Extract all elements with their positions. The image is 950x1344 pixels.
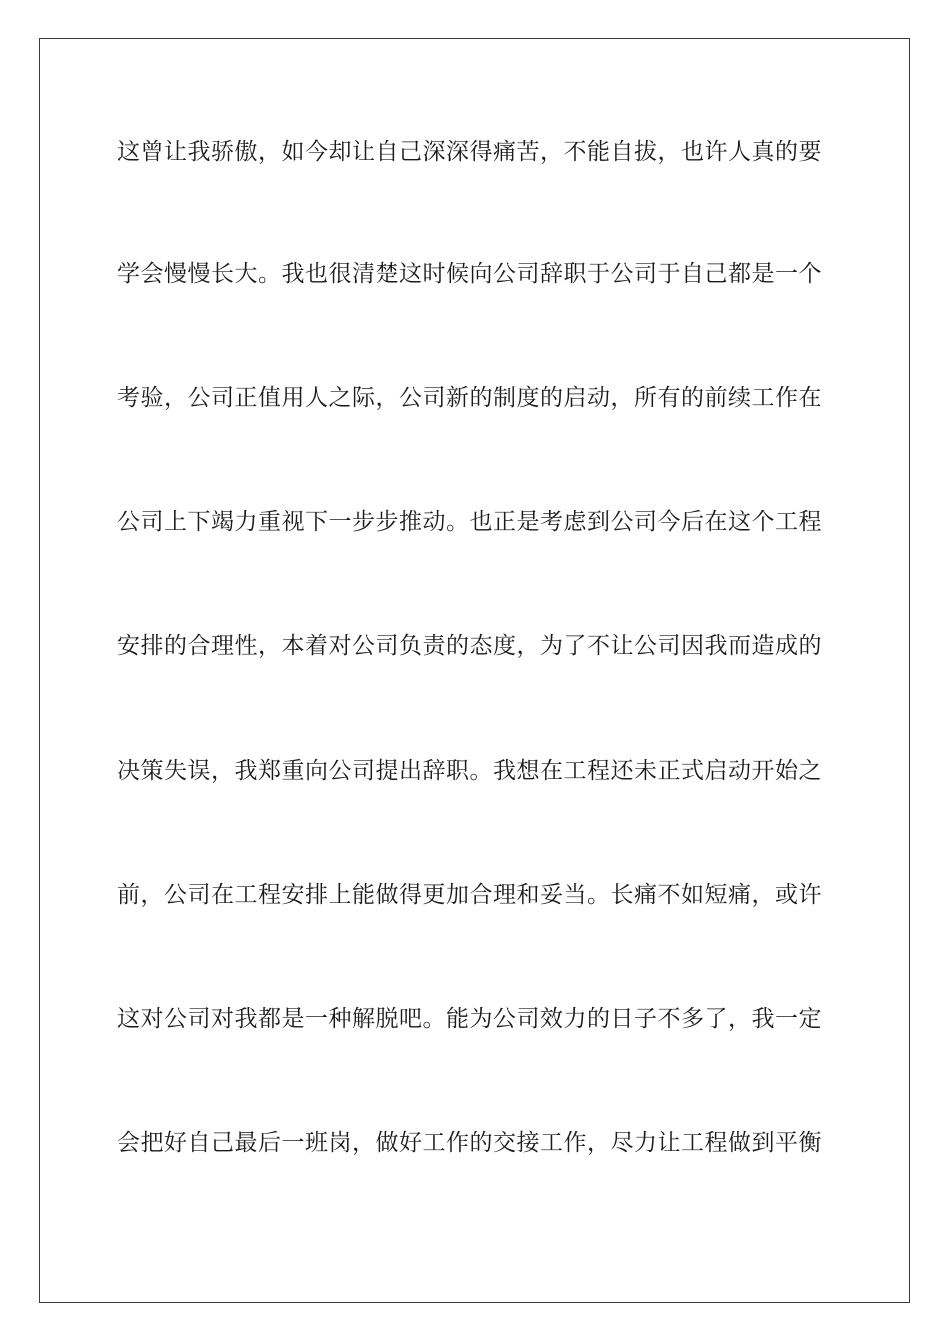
text-line: 这曾让我骄傲，如今却让自己深深得痛苦，不能自拔，也许人真的要 <box>117 139 822 165</box>
text-line: 这对公司对我都是一种解脱吧。能为公司效力的日子不多了，我一定 <box>117 1006 822 1032</box>
text-line: 会把好自己最后一班岗，做好工作的交接工作，尽力让工程做到平衡 <box>117 1130 822 1156</box>
text-line: 安排的合理性，本着对公司负责的态度，为了不让公司因我而造成的 <box>117 633 822 659</box>
text-line: 考验，公司正值用人之际，公司新的制度的启动，所有的前续工作在 <box>117 385 822 411</box>
text-line: 决策失误，我郑重向公司提出辞职。我想在工程还未正式启动开始之 <box>117 758 822 784</box>
text-line: 公司上下竭力重视下一步步推动。也正是考虑到公司今后在这个工程 <box>117 509 822 535</box>
text-line: 学会慢慢长大。我也很清楚这时候向公司辞职于公司于自己都是一个 <box>117 261 822 287</box>
text-line: 前，公司在工程安排上能做得更加合理和妥当。长痛不如短痛，或许 <box>117 882 822 908</box>
page-border <box>39 38 910 1303</box>
